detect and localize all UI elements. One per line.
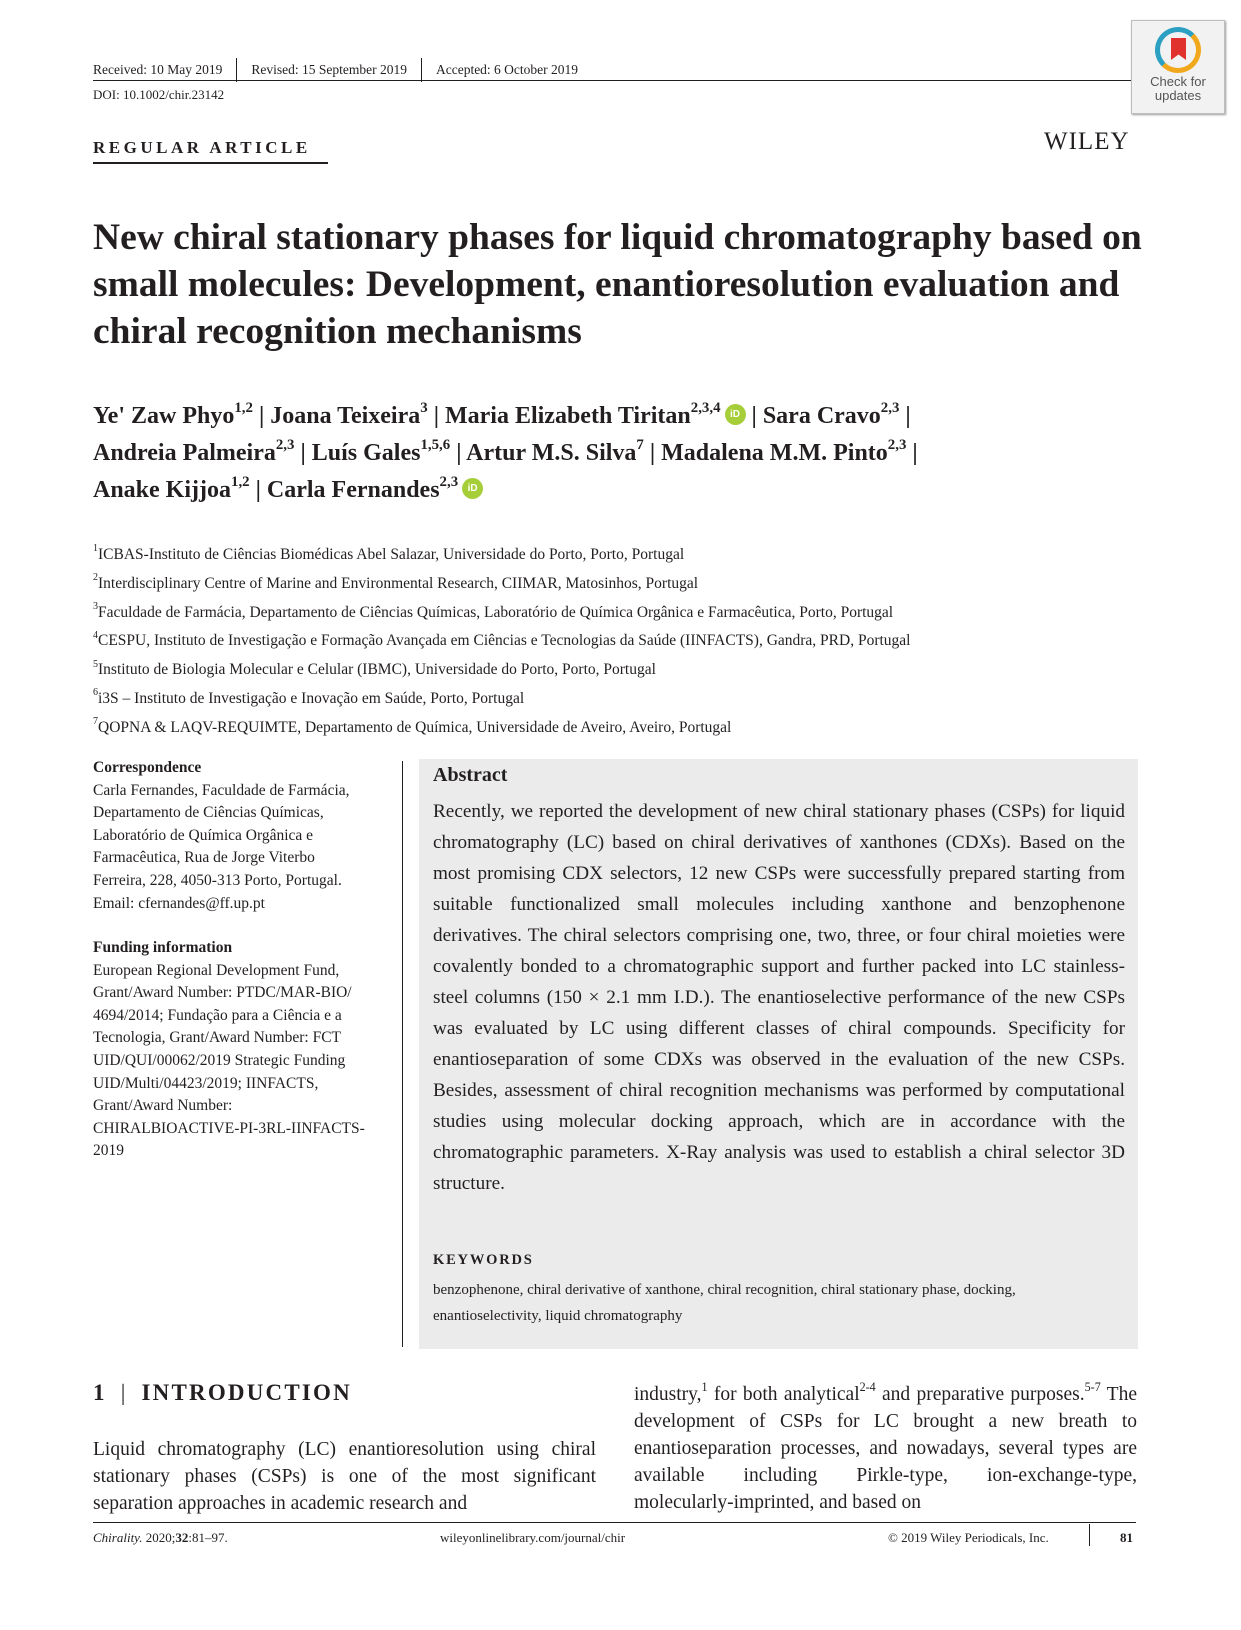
intro-left-column: Liquid chromatography (LC) enantioresolution using chiral stationary phases (CSPs) is one of the most significant separation approaches in academic research and bbox=[93, 1439, 596, 1514]
citation-ref[interactable]: 2-4 bbox=[859, 1379, 876, 1394]
funding-line: CHIRALBIOACTIVE-PI-3RL-IINFACTS- bbox=[93, 1119, 365, 1137]
header-rule bbox=[93, 80, 1136, 81]
check-for-updates-badge[interactable] bbox=[1131, 20, 1225, 114]
check-line-2: updates bbox=[1154, 88, 1202, 103]
correspondence-line: Laboratório de Química Orgânica e bbox=[93, 826, 314, 844]
footer-citation: Chirality. 2020;32:81–97. bbox=[93, 1530, 228, 1545]
received-date: Received: 10 May 2019 bbox=[93, 62, 223, 77]
correspondence-line: Farmacêutica, Rua de Jorge Viterbo bbox=[93, 849, 315, 867]
author[interactable]: Artur M.S. Silva$^7$ bbox=[466, 436, 644, 466]
article-dates bbox=[93, 58, 592, 82]
crossmark-icon bbox=[1155, 27, 1201, 73]
intro-right-column: industry,$^1$ for both analytical$^{2-4}$ and preparative purposes.$^{5-7}$ The development of CSPs for LC brought a new breath to enantioseparation processes, and nowadays, several types are available including Pirkle-type, ion-exchange-type, molecularly-imprinted, and based on bbox=[634, 1379, 1137, 1513]
section-heading-introduction bbox=[93, 1380, 352, 1406]
affiliation: $^4$CESPU, Instituto de Investigação e Formação Avançada em Ciências e Tecnologias da Saúde (IINFACTS), Gandra, PRD, Portugal bbox=[93, 629, 911, 650]
funding-line: UID/Multi/04423/2019; IINFACTS, bbox=[93, 1074, 319, 1092]
author[interactable]: Luís Gales$^{1,5,6}$ bbox=[311, 436, 451, 466]
affiliation: $^5$Instituto de Biologia Molecular e Celular (IBMC), Universidade do Porto, Porto, Portugal bbox=[93, 658, 656, 679]
section-bar: | bbox=[120, 1380, 128, 1405]
publisher-logo: WILEY bbox=[1044, 128, 1130, 155]
author[interactable]: Anake Kijjoa$^{1,2}$ bbox=[93, 473, 250, 503]
affiliation: $^6$i3S – Instituto de Investigação e Inovação em Saúde, Porto, Portugal bbox=[93, 687, 525, 707]
section-number: 1 bbox=[93, 1380, 107, 1405]
affiliation: $^7$QOPNA & LAQV-REQUIMTE, Departamento de Química, Universidade de Aveiro, Aveiro, Portugal bbox=[93, 716, 732, 736]
funding-line: Tecnologia, Grant/Award Number: FCT bbox=[93, 1029, 342, 1047]
correspondence-block bbox=[93, 757, 398, 915]
footer-rule bbox=[93, 1522, 1136, 1523]
author-list: Ye' Zaw Phyo$^{1,2}$ | Joana Teixeira$^3$ | Maria Elizabeth Tiritan$^{2,3,4}$ iD | Sara Cravo$^{2,3}$ | Andreia Palmeira$^{2,3}$ | Luís Gales$^{1,5,6}$ | Artur M.S. Silva$^7$ | Madalena M.M. Pinto$^{2,3}$ | Anake Kijjoa$^{1,2}$ | Carla Fernandes$^{2,3}$ iD bbox=[93, 399, 918, 503]
funding-block bbox=[93, 937, 398, 1163]
article-type-underline bbox=[93, 162, 328, 164]
article-type: REGULAR ARTICLE bbox=[93, 138, 311, 157]
affiliation: $^3$Faculdade de Farmácia, Departamento de Ciências Químicas, Laboratório de Química Orgânica e Farmacêutica, Porto, Portugal bbox=[93, 600, 894, 621]
funding-line: 4694/2014; Fundação para a Ciência e a bbox=[93, 1006, 342, 1024]
correspondence-line: Departamento de Ciências Químicas, bbox=[93, 804, 324, 822]
citation-ref[interactable]: 5-7 bbox=[1084, 1379, 1101, 1394]
check-line-1: Check for bbox=[1150, 74, 1206, 89]
author[interactable]: Madalena M.M. Pinto$^{2,3}$ bbox=[661, 436, 907, 466]
funding-line: 2019 bbox=[93, 1142, 124, 1160]
author[interactable]: Maria Elizabeth Tiritan$^{2,3,4}$ bbox=[444, 399, 721, 429]
funding-line: Grant/Award Number: PTDC/MAR-BIO/ bbox=[93, 984, 352, 1002]
funding-line: European Regional Development Fund, bbox=[93, 961, 340, 979]
funding-heading: Funding information bbox=[93, 939, 233, 956]
abstract-text: Recently, we reported the development of new chiral stationary phases (CSPs) for liquid chromatography (LC) based on chiral derivatives of xanthones (CDXs). Based on the most promising CDX selectors, 12 new CSPs were successfully prepared starting from suitable functionalized small molecules including xanthone and benzophenone derivatives. The chiral selectors comprising one, two, three, or four chiral moieties were covalently bonded to a chromatographic support and further packed into LC stainless-steel columns (150 × 2.1 mm I.D.). The enantioselective performance of the new CSPs was evaluated by LC using different classes of chiral compounds. Specificity for enantioseparation of some CDXs was observed in the evaluation of the new CSPs. Besides, assessment of chiral recognition mechanisms was performed by computational studies using molecular docking approach, which are in accordance with the chromatographic parameters. X-Ray analysis was used to establish a chiral selector 3D structure. bbox=[433, 801, 1125, 1194]
footer-journal-url[interactable]: wileyonlinelibrary.com/journal/chir bbox=[440, 1530, 626, 1545]
author[interactable]: Carla Fernandes$^{2,3}$ bbox=[266, 473, 459, 503]
doi[interactable]: DOI: 10.1002/chir.23142 bbox=[93, 87, 225, 102]
author[interactable]: Sara Cravo$^{2,3}$ bbox=[762, 399, 900, 429]
citation-ref[interactable]: 1 bbox=[701, 1379, 708, 1394]
page-number: 81 bbox=[1120, 1530, 1133, 1545]
funding-line: Grant/Award Number: bbox=[93, 1097, 233, 1115]
revised-date: Revised: 15 September 2019 bbox=[251, 62, 407, 77]
author[interactable]: Joana Teixeira$^3$ bbox=[270, 399, 428, 429]
accepted-date: Accepted: 6 October 2019 bbox=[435, 62, 579, 77]
correspondence-email[interactable]: Email: cfernandes@ff.up.pt bbox=[93, 894, 265, 912]
sidebar-divider bbox=[402, 761, 403, 1347]
correspondence-line: Ferreira, 228, 4050-313 Porto, Portugal. bbox=[93, 871, 342, 889]
orcid-icon[interactable]: iD bbox=[725, 404, 746, 425]
page-title: New chiral stationary phases for liquid chromatography based on small molecules: Development, enantioresolution evaluation and chiral recognition mechanisms bbox=[93, 217, 1142, 352]
correspondence-heading: Correspondence bbox=[93, 759, 202, 776]
abstract-heading: Abstract bbox=[433, 764, 508, 786]
orcid-icon[interactable]: iD bbox=[462, 478, 483, 499]
footer-copyright: © 2019 Wiley Periodicals, Inc. bbox=[888, 1530, 1049, 1545]
correspondence-line: Carla Fernandes, Faculdade de Farmácia, bbox=[93, 781, 350, 799]
author[interactable]: Andreia Palmeira$^{2,3}$ bbox=[93, 436, 295, 466]
keywords-text: benzophenone, chiral derivative of xanthone, chiral recognition, chiral stationary phase, docking, enantioselectivity, liquid chromatography bbox=[433, 1282, 1016, 1324]
affiliation: $^2$Interdisciplinary Centre of Marine and Environmental Research, CIIMAR, Matosinhos, Portugal bbox=[93, 572, 699, 592]
keywords-heading: KEYWORDS bbox=[433, 1252, 534, 1268]
affiliation-list bbox=[93, 543, 911, 748]
section-title: INTRODUCTION bbox=[141, 1380, 352, 1405]
author[interactable]: Ye' Zaw Phyo$^{1,2}$ bbox=[93, 399, 253, 429]
funding-line: UID/QUI/00062/2019 Strategic Funding bbox=[93, 1051, 346, 1069]
footer-divider bbox=[1089, 1524, 1090, 1546]
affiliation: $^1$ICBAS-Instituto de Ciências Biomédicas Abel Salazar, Universidade do Porto, Porto, Portugal bbox=[93, 543, 685, 563]
